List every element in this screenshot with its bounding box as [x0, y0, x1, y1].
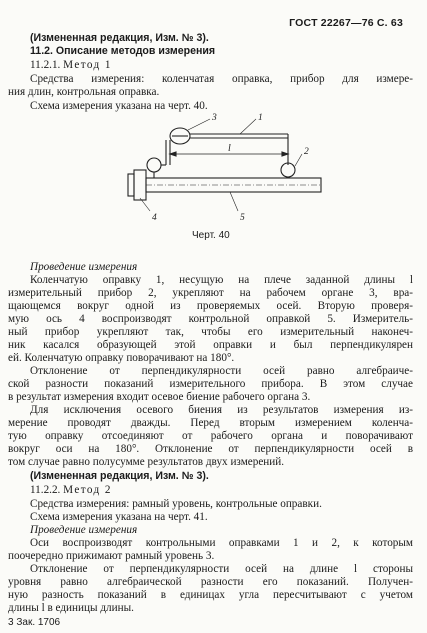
paragraph-line: Отклонение от перпендикулярности осей равно алгебраиче-: [30, 365, 413, 377]
label-5: 5: [240, 213, 245, 223]
revision-note: (Измененная редакция, Изм. № 3).: [30, 470, 209, 482]
paragraph-line: Оси воспроизводят контрольными оправками 1 и 2, к которым: [30, 537, 413, 549]
paragraph-line: ную разность показаний в единицах угла пересчитывают с учетом: [8, 589, 413, 601]
paragraph-line: ской разности показаний измерительного прибора. В этом случае: [8, 378, 413, 390]
paragraph-line: Средства измерения: рамный уровень, контрольные оправки.: [30, 498, 322, 510]
paragraph-line: мерение проводят дважды. Перед вторым измерением коленча-: [8, 417, 413, 429]
method1-number: 11.2.1.: [30, 59, 61, 71]
paragraph-line: поочередно прижимают рамный уровень 3.: [8, 550, 215, 562]
right-indicator: [281, 163, 295, 177]
page-header: ГОСТ 22267—76 С. 63: [289, 17, 403, 29]
label-4: 4: [152, 213, 157, 223]
section-heading: 11.2. Описание методов измерения: [30, 45, 216, 57]
page-footer: 3 Зак. 1706: [8, 617, 61, 628]
paragraph-line: в результат измерения входит осевое биение рабочего органа 3.: [8, 391, 311, 403]
method2-title: [30, 484, 413, 497]
paragraph-line: ный прибор укрепляют так, чтобы его измерительный наконеч-: [8, 326, 413, 338]
label-3: 3: [212, 113, 217, 123]
figure-caption: Черт. 40: [192, 230, 230, 241]
method1-title: [30, 59, 413, 72]
paragraph-line: Отклонение от перпендикулярности осей на длине l стороны: [30, 563, 413, 575]
paragraph-line: Схема измерения указана на черт. 41.: [30, 511, 208, 523]
procedure-heading: Проведение измерения: [30, 261, 138, 273]
method2-number: 11.2.2.: [30, 484, 61, 496]
paragraph-line: том случае равно полусумме результатов двух измерений.: [8, 456, 285, 468]
paragraph-line: длины l в единицы длины.: [8, 602, 134, 614]
paragraph-line: Схема измерения указана на черт. 40.: [30, 100, 208, 112]
dimension-label-l: l: [228, 143, 231, 154]
paragraph-line: Средства измерения: коленчатая оправка, прибор для измере-: [30, 73, 413, 85]
left-indicator: [147, 158, 161, 172]
spindle-flange: [134, 170, 146, 200]
figure-40-diagram: [110, 110, 325, 230]
revision-note: (Измененная редакция, Изм. № 3).: [30, 32, 209, 44]
label-1: 1: [258, 113, 263, 123]
procedure-heading: Проведение измерения: [30, 524, 138, 536]
paragraph-line: измерительный прибор 2, укрепляют на рабочем органе 3, вра-: [8, 287, 413, 299]
paragraph-line: щающемся вокруг одной из проверяемых осей. Вторую проверя-: [8, 300, 413, 312]
paragraph-line: ей. Коленчатую оправку поворачивают на 180°.: [8, 352, 235, 364]
paragraph-line: вокруг оси на 180°. Отклонение от перпендикулярности осей в: [8, 443, 413, 455]
paragraph-line: ник касался образующей этой оправки и был перпендикулярен: [8, 339, 413, 351]
paragraph-line: Коленчатую оправку 1, несущую на плече заданной длины l: [30, 274, 413, 286]
method2-name: Метод 2: [63, 484, 112, 496]
paragraph-line: тую оправку отсоединяют от рабочего органа и поворачивают: [8, 430, 413, 442]
paragraph-line: Для исключения осевого биения из результатов измерения из-: [30, 404, 413, 416]
label-2: 2: [304, 147, 309, 157]
paragraph-line: мую ось 4 воспроизводят контрольной оправкой 5. Измеритель-: [8, 313, 413, 325]
paragraph-line: уровня равно алгебраической разности его показаний. Получен-: [8, 576, 413, 588]
method1-name: Метод 1: [63, 59, 112, 71]
paragraph-line: ния длин, контрольная оправка.: [8, 86, 160, 98]
